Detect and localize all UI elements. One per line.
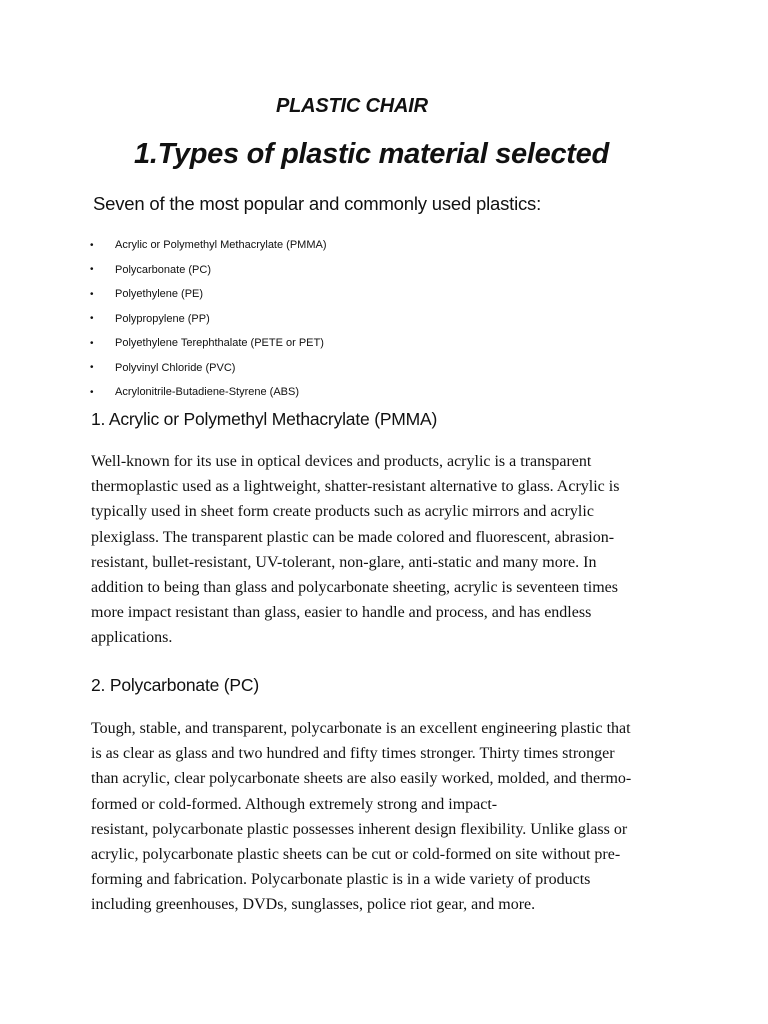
- paragraph-line: is as clear as glass and two hundred and fifty times stronger. Thirty times stronger: [91, 745, 615, 763]
- list-item-label: Polyethylene (PE): [115, 288, 204, 301]
- list-item: [90, 282, 327, 307]
- paragraph-line: acrylic, polycarbonate plastic sheets can be cut or cold-formed on site without pre-: [91, 846, 621, 864]
- section-heading-pc: 2. Polycarbonate (PC): [91, 675, 259, 695]
- list-item: [90, 356, 327, 381]
- bullet-icon: •: [90, 264, 94, 276]
- bullet-icon: •: [90, 386, 94, 398]
- paragraph-line: formed or cold-formed. Although extremely strong and impact-: [91, 795, 498, 813]
- list-item: [90, 258, 327, 283]
- list-item-label: Polyvinyl Chloride (PVC): [115, 361, 236, 374]
- paragraph-line: resistant, bullet-resistant, UV-tolerant, non-glare, anti-static and many more. In: [91, 553, 597, 571]
- section-heading-pmma: 1. Acrylic or Polymethyl Methacrylate (PMMA): [91, 409, 438, 429]
- paragraph-line: plexiglass. The transparent plastic can be made colored and fluorescent, abrasion-: [91, 528, 615, 546]
- paragraph-line: than acrylic, clear polycarbonate sheets are also easily worked, molded, and thermo-: [91, 770, 632, 788]
- bullet-icon: •: [90, 313, 94, 325]
- paragraph-line: resistant, polycarbonate plastic possesses inherent design flexibility. Unlike glass or: [91, 820, 628, 838]
- list-item-label: Polycarbonate (PC): [115, 263, 211, 276]
- bullet-icon: •: [90, 337, 94, 349]
- paragraph-line: Well-known for its use in optical devices and products, acrylic is a transparent: [91, 453, 592, 470]
- bullet-icon: •: [90, 239, 94, 251]
- paragraph-line: more impact resistant than glass, easier to handle and process, and has endless: [91, 604, 592, 622]
- bullet-icon: •: [90, 288, 94, 300]
- list-item: [90, 307, 327, 332]
- list-item-label: Polypropylene (PP): [115, 312, 210, 325]
- list-item-label: Acrylic or Polymethyl Methacrylate (PMMA): [115, 239, 327, 252]
- paragraph-line: thermoplastic used as a lightweight, shatter-resistant alternative to glass. Acrylic is: [91, 478, 620, 496]
- document-title: PLASTIC CHAIR: [276, 95, 428, 117]
- plastics-list: [90, 233, 327, 405]
- paragraph-line: including greenhouses, DVDs, sunglasses, police riot gear, and more.: [91, 896, 536, 914]
- paragraph-line: applications.: [91, 629, 173, 647]
- paragraph-line: typically used in sheet form create products such as acrylic mirrors and acrylic: [91, 503, 594, 521]
- intro-text: Seven of the most popular and commonly used plastics:: [93, 193, 542, 214]
- list-item: [90, 331, 327, 356]
- paragraph-line: addition to being than glass and polycarbonate sheeting, acrylic is seventeen times: [91, 579, 618, 597]
- section-paragraph-pc: [91, 716, 681, 918]
- list-item-label: Acrylonitrile-Butadiene-Styrene (ABS): [115, 386, 300, 399]
- bullet-icon: •: [90, 362, 94, 374]
- list-item: [90, 380, 327, 405]
- main-heading: 1.Types of plastic material selected: [134, 138, 609, 170]
- list-item: [90, 233, 327, 258]
- list-item-label: Polyethylene Terephthalate (PETE or PET): [115, 337, 324, 350]
- paragraph-line: forming and fabrication. Polycarbonate plastic is in a wide variety of products: [91, 871, 591, 889]
- paragraph-line: Tough, stable, and transparent, polycarbonate is an excellent engineering plastic that: [91, 720, 631, 737]
- section-paragraph-pmma: [91, 449, 681, 651]
